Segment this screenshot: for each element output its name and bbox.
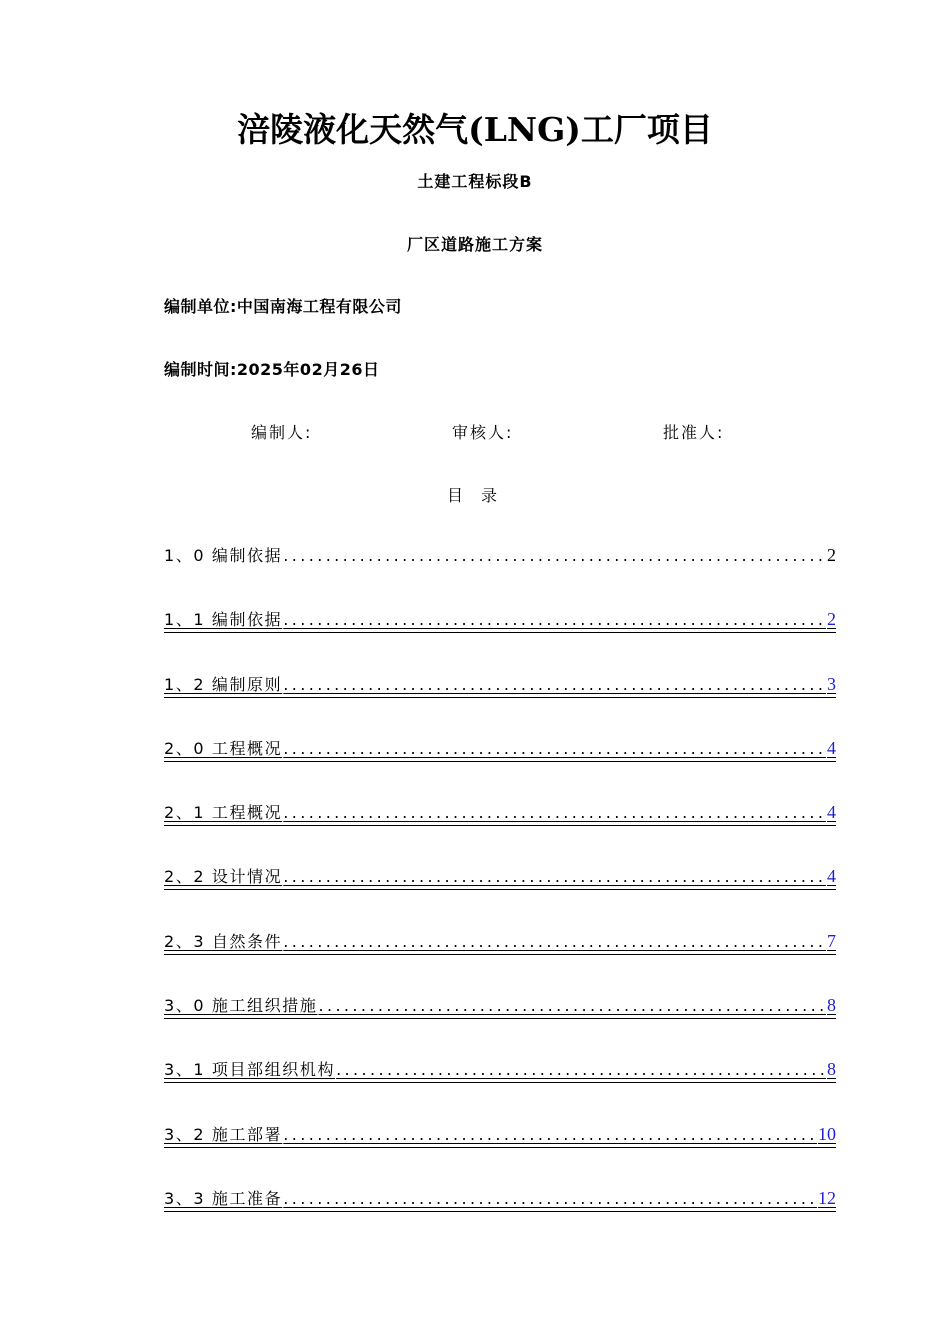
- toc-entry-number: 2、3: [164, 931, 212, 951]
- toc-entry-title: 施工组织措施: [211, 996, 318, 1016]
- toc-entry-page[interactable]: 4: [827, 737, 836, 758]
- toc-entry[interactable]: [164, 930, 836, 994]
- toc-entry[interactable]: [164, 865, 836, 929]
- document-title: 涪陵液化天然气(LNG)工厂项目: [237, 110, 713, 149]
- toc-leader-dots: [283, 802, 826, 824]
- toc-entry-page[interactable]: 8: [827, 1059, 836, 1080]
- toc-heading: 目录: [446, 486, 515, 505]
- toc-entry-title: 编制依据: [211, 546, 283, 565]
- toc-entry-title: 项目部组织机构: [211, 1060, 336, 1080]
- toc-entry-number: 2、1: [164, 803, 212, 823]
- toc-entry-line: [164, 1187, 836, 1212]
- section-subtitle: 土建工程标段B: [417, 172, 533, 191]
- toc-entry-page[interactable]: 10: [818, 1123, 836, 1144]
- toc-entry-page[interactable]: 12: [818, 1187, 836, 1208]
- toc-entry-number: 1、0: [164, 546, 212, 565]
- toc-leader-dots: [283, 1124, 817, 1146]
- toc-entry-line: [164, 930, 836, 955]
- toc-entry-page: 2: [827, 545, 836, 565]
- toc-entry[interactable]: [164, 737, 836, 801]
- toc-entry-line: [164, 608, 836, 633]
- toc-leader-dots: [283, 866, 826, 888]
- toc-leader-dots: [283, 545, 826, 567]
- toc-entry-title: 自然条件: [211, 931, 283, 951]
- toc-leader-dots: [283, 1188, 817, 1210]
- toc-entry-line: [164, 865, 836, 890]
- toc-entry-number: 1、2: [164, 674, 212, 694]
- toc-entry-number: 3、1: [164, 1060, 212, 1080]
- toc-entry[interactable]: [164, 994, 836, 1058]
- toc-entry-number: 3、3: [164, 1188, 212, 1208]
- toc-entry-title: 施工部署: [211, 1124, 283, 1144]
- toc-leader-dots: [283, 931, 826, 953]
- toc-leader-dots: [318, 995, 826, 1017]
- toc-entry[interactable]: [164, 1187, 836, 1251]
- toc-entry-line: [164, 1123, 836, 1148]
- toc-leader-dots: [283, 674, 826, 696]
- toc-entry[interactable]: [164, 801, 836, 865]
- toc-entry-page[interactable]: 7: [827, 930, 836, 951]
- toc-entry-line: [164, 994, 836, 1019]
- toc-leader-dots: [283, 738, 826, 760]
- toc-entry-line: [164, 737, 836, 762]
- toc-entry-line: [164, 673, 836, 698]
- toc-entry[interactable]: [164, 608, 836, 672]
- plan-subtitle: 厂区道路施工方案: [406, 235, 543, 254]
- toc-entry-number: 3、2: [164, 1124, 212, 1144]
- toc-entry-number: 2、2: [164, 867, 212, 887]
- toc-entry-title: 编制依据: [211, 610, 283, 630]
- toc-entry-line: [164, 801, 836, 826]
- toc-leader-dots: [283, 609, 826, 631]
- toc-entry-page[interactable]: 4: [827, 802, 836, 823]
- toc-leader-dots: [336, 1059, 826, 1081]
- toc-entry-number: 2、0: [164, 738, 212, 758]
- toc-entry-page[interactable]: 8: [827, 995, 836, 1016]
- toc-entry-title: 设计情况: [211, 867, 283, 887]
- reviewer-label: 审核人:: [452, 423, 514, 442]
- table-of-contents: [164, 544, 836, 1251]
- editor-label: 编制人:: [251, 423, 313, 442]
- toc-entry-page[interactable]: 2: [827, 609, 836, 630]
- toc-entry-title: 工程概况: [211, 738, 283, 758]
- toc-entry[interactable]: [164, 1123, 836, 1187]
- toc-entry-number: 1、1: [164, 610, 212, 630]
- toc-entry-line: [164, 1058, 836, 1083]
- approver-label: 批准人:: [663, 423, 725, 442]
- toc-entry: [164, 544, 836, 608]
- compiling-date: 编制时间:2025年02月26日: [164, 360, 380, 379]
- toc-entry-title: 编制原则: [211, 674, 283, 694]
- toc-entry-title: 施工准备: [211, 1188, 283, 1208]
- toc-entry[interactable]: [164, 1058, 836, 1122]
- toc-entry-page[interactable]: 4: [827, 866, 836, 887]
- toc-entry-line: [164, 544, 836, 567]
- toc-entry-number: 3、0: [164, 996, 212, 1016]
- toc-entry[interactable]: [164, 673, 836, 737]
- toc-entry-page[interactable]: 3: [827, 673, 836, 694]
- compiling-unit: 编制单位:中国南海工程有限公司: [164, 297, 402, 316]
- toc-entry-title: 工程概况: [211, 803, 283, 823]
